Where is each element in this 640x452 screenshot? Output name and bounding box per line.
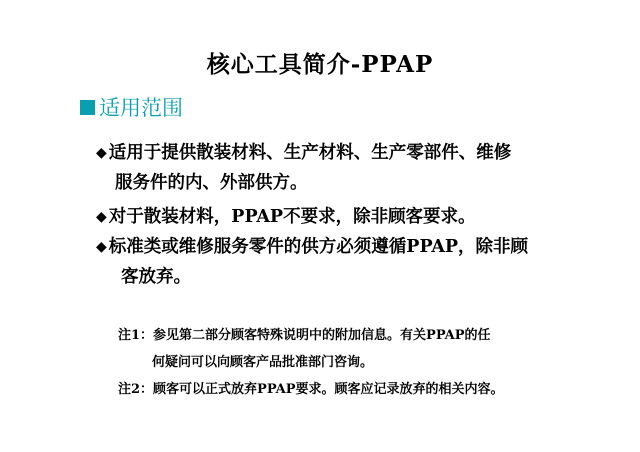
diamond-bullet-icon: ◆ <box>96 145 107 161</box>
bullet-item-3 <box>96 236 528 258</box>
note-1-line-1: 注1：参见第二部分顾客特殊说明中的附加信息。有关PPAP的任 <box>118 328 491 343</box>
bullet-1-line-1: 适用于提供散装材料、生产材料、生产零部件、维修 <box>108 143 512 163</box>
bullet-3-line-2: 客放弃。 <box>121 267 191 287</box>
note-1-continuation <box>152 354 373 372</box>
note-2 <box>118 381 504 399</box>
note-1 <box>118 327 491 345</box>
section-heading-text: 适用范围 <box>99 96 183 120</box>
bullet-3-line-1: 标准类或维修服务零件的供方必须遵循PPAP，除非顾 <box>108 237 529 257</box>
section-heading <box>80 92 183 122</box>
bullet-item-2 <box>96 206 476 228</box>
diamond-bullet-icon: ◆ <box>96 239 107 255</box>
diamond-bullet-icon: ◆ <box>96 209 107 225</box>
slide-title: 核心工具简介-PPAP <box>206 51 434 78</box>
square-bullet-icon <box>80 100 95 115</box>
bullet-1-continuation <box>115 172 308 194</box>
note-2-line-1: 注2：顾客可以正式放弃PPAP要求。顾客应记录放弃的相关内容。 <box>118 382 504 397</box>
bullet-item-1 <box>96 142 511 164</box>
bullet-3-continuation <box>121 266 191 288</box>
note-1-line-2: 何疑问可以向顾客产品批准部门咨询。 <box>152 355 374 370</box>
bullet-1-line-2: 服务件的内、外部供方。 <box>115 173 308 193</box>
bullet-2-line-1: 对于散装材料，PPAP不要求，除非顾客要求。 <box>108 207 476 227</box>
